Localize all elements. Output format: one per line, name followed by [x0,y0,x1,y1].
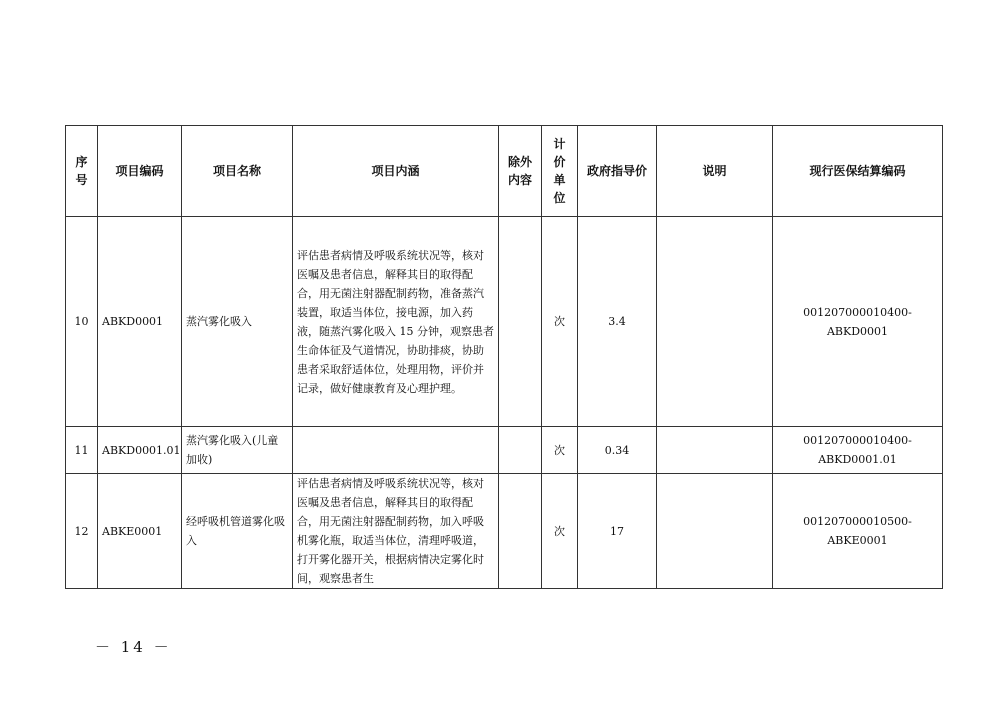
cell-name: 蒸汽雾化吸入 [182,217,293,427]
cell-unit: 次 [542,217,578,427]
cell-content: 评估患者病情及呼吸系统状况等，核对医嘱及患者信息，解释其目的取得配合，用无菌注射器配制药物，准备蒸汽装置，取适当体位，接电源，加入药液，随蒸汽雾化吸入 15 分钟，观察患者生命体征及气道情况，协助排痰，协助患者采取舒适体位，处理用物，评价并记录，做好健康教育及心理护理。 [293,217,499,427]
header-row [66,126,943,217]
cell-price: 0.34 [578,427,657,474]
header-insurance-code: 现行医保结算编码 [773,126,943,217]
cell-name: 蒸汽雾化吸入(儿童加收) [182,427,293,474]
cell-note [657,217,773,427]
cell-seq: 12 [66,474,98,589]
page-number: － 14 － [95,638,172,656]
cell-content [293,427,499,474]
cell-code: ABKD0001.01 [98,427,182,474]
header-note: 说明 [657,126,773,217]
table-row [66,427,943,474]
cell-code: ABKE0001 [98,474,182,589]
header-unit: 计价单位 [542,126,578,217]
price-table [65,125,943,589]
cell-seq: 10 [66,217,98,427]
cell-note [657,427,773,474]
cell-content: 评估患者病情及呼吸系统状况等，核对医嘱及患者信息，解释其目的取得配合，用无菌注射器配制药物，加入呼吸机雾化瓶，取适当体位，清理呼吸道，打开雾化器开关，根据病情决定雾化时间，观察患者生 [293,474,499,589]
header-seq: 序号 [66,126,98,217]
cell-insurance-code: 001207000010400-ABKD0001 [773,217,943,427]
header-excluded: 除外内容 [499,126,542,217]
cell-seq: 11 [66,427,98,474]
cell-note [657,474,773,589]
header-code: 项目编码 [98,126,182,217]
cell-insurance-code: 001207000010500-ABKE0001 [773,474,943,589]
header-content: 项目内涵 [293,126,499,217]
table-row [66,217,943,427]
cell-price: 3.4 [578,217,657,427]
cell-insurance-code: 001207000010400-ABKD0001.01 [773,427,943,474]
header-name: 项目名称 [182,126,293,217]
cell-excluded [499,474,542,589]
cell-excluded [499,427,542,474]
cell-price: 17 [578,474,657,589]
header-price: 政府指导价 [578,126,657,217]
cell-code: ABKD0001 [98,217,182,427]
cell-unit: 次 [542,427,578,474]
cell-unit: 次 [542,474,578,589]
table-row [66,474,943,589]
cell-excluded [499,217,542,427]
cell-name: 经呼吸机管道雾化吸入 [182,474,293,589]
